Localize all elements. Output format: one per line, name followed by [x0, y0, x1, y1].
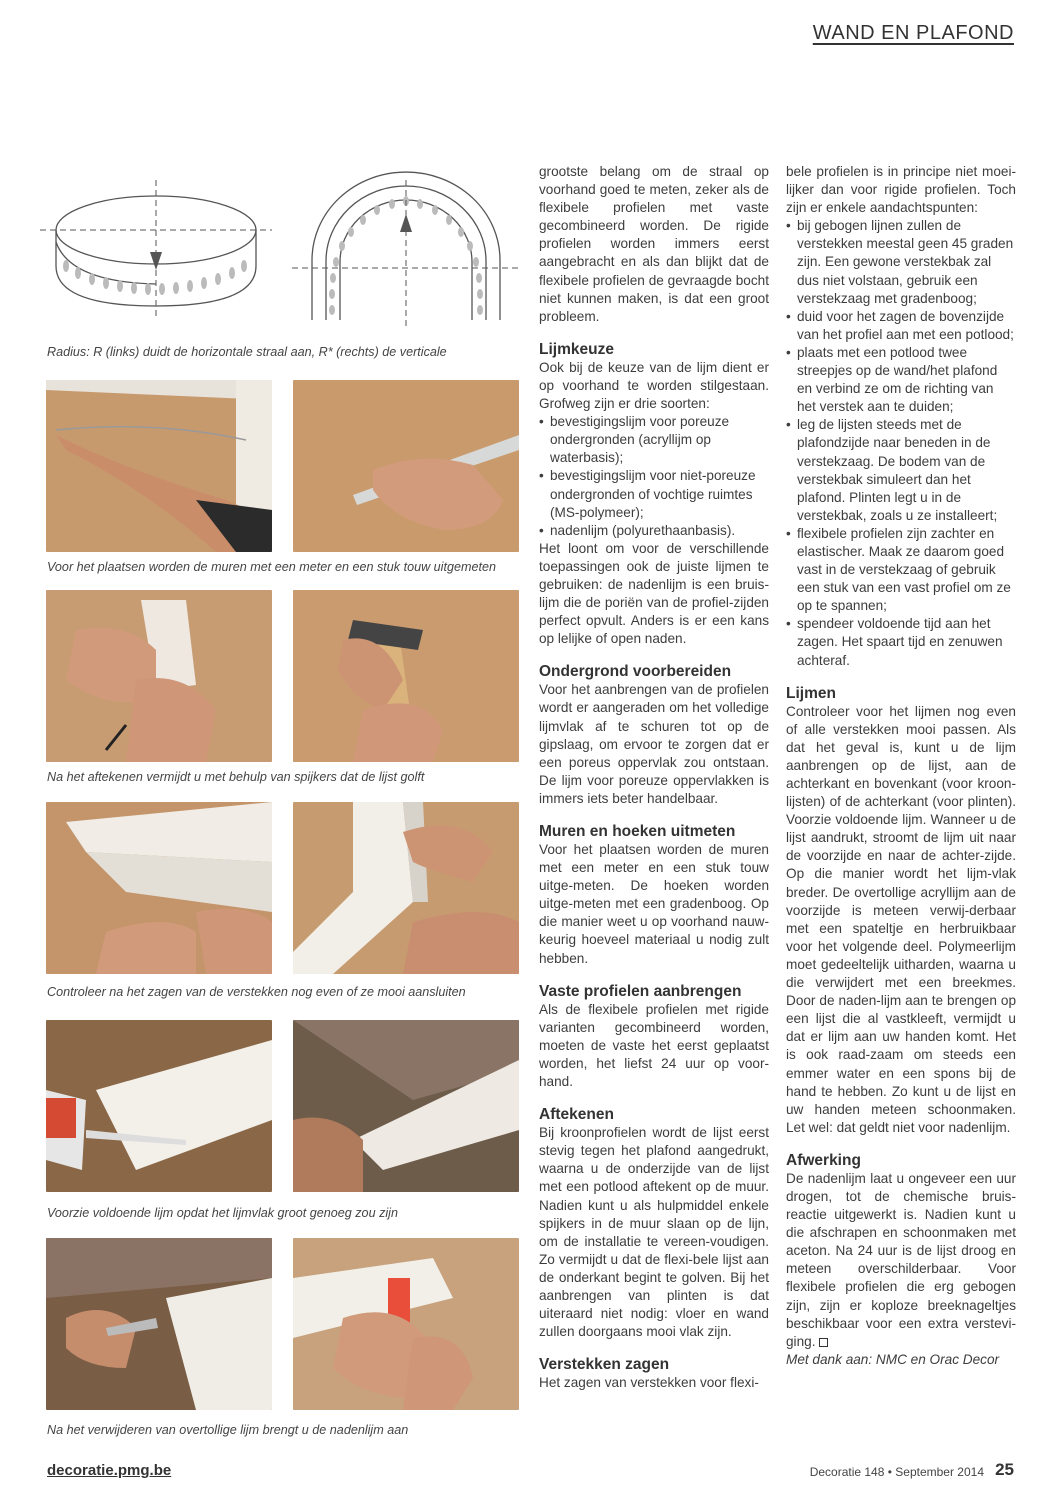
photo-applying-seam-glue	[293, 1238, 519, 1410]
paragraph-intro-2: bele profielen is in principe niet moei-lijker dan voor rigide profielen. Toch zijn er enkele aandachtspunten:	[786, 164, 1016, 216]
heading-ondergrond: Ondergrond voorbereiden	[539, 663, 732, 681]
photo-caption-3: Controleer na het zagen van de verstekken nog even of ze mooi aansluiten	[47, 985, 466, 999]
diagram-caption: Radius: R (links) duidt de horizontale straal aan, R* (rechts) de verticale	[47, 345, 447, 359]
credits: Met dank aan: NMC en Orac Decor	[786, 1351, 1000, 1367]
photo-applying-glue	[46, 1020, 272, 1192]
text-column-2	[786, 163, 1016, 1369]
photo-measuring-wall	[46, 380, 272, 552]
radius-diagram	[40, 170, 520, 350]
footer-url[interactable]: decoratie.pmg.be	[47, 1462, 172, 1479]
photo-caption-4: Voorzie voldoende lijm opdat het lijmvlak groot genoeg zou zijn	[47, 1206, 398, 1220]
paragraph-aftekenen: Bij kroonprofielen wordt de lijst eerst stevig tegen het plafond aangedrukt, waarna u de onderzijde van de lijst met een potlood aftekent op de muur. Nadien kunt u als hulpmiddel enkele spijkers in de muur slaan op de lijn, om de installatie te vereen-voudigen. Zo vermijdt u dat de flexi-bele lijst aan de onderkant begint te golven. Bij het aanbrengen van plinten is dat uiteraard niet nodig: vloer en wand zullen doorgaans mooi vlak zijn.	[539, 1125, 769, 1340]
photo-marking-profile	[46, 590, 272, 762]
list-item: • flexibele profielen zijn zachter en elastischer. Maak ze daarom goed vast in de verstekzaag of gebruik een stuk van een vast profiel om ze op te spannen;	[786, 525, 1016, 615]
afwerking-text: De nadenlijm laat u ongeveer een uur drogen, tot de chemische bruis-reactie uitgewerkt is. Nadien kunt u die afschrapen en schoonmaken met aceton. Na 24 uur is de lijst droog en meteen overschilderbaar. Voor flexibele profielen die erg gebogen zijn, zijn er koploze breeknageltjes beschikbaar voor een extra verstevi-ging.	[786, 1170, 1016, 1349]
end-mark-icon	[819, 1338, 828, 1347]
tips-list	[786, 217, 1016, 669]
list-item: • bij gebogen lijnen zullen de verstekken meestal geen 45 graden zijn. Een gewone verstekbak zal dus niet volstaan, gebruik een verstekzaag met gradenboog;	[786, 217, 1016, 307]
heading-vaste: Vaste profielen aanbrengen	[539, 982, 742, 1000]
paragraph-vaste: Als de flexibele profielen met rigide varianten gecombineerd worden, moeten de vaste het eerst geplaatst worden, het liefst 24 uur op voor-hand.	[539, 1001, 769, 1090]
paragraph-muren: Voor het plaatsen worden de muren met een meter en een stuk touw uitge-meten. De hoeken worden uitge-meten met een gradenboog. Op die manier weet u op voorhand nauw-keurig hoeveel materiaal u nodig zult hebben.	[539, 842, 769, 966]
photo-ruler-measuring	[293, 380, 519, 552]
photo-scraping-glue	[46, 1238, 272, 1410]
list-item: • nadenlijm (polyurethaanbasis).	[539, 522, 769, 540]
list-item: • leg de lijsten steeds met de plafondzijde naar beneden in de verstekzaag. De bodem van de verstekbak simuleert dan het plafond. Plinten legt u in de verstekbak, zoals u ze installeert;	[786, 416, 1016, 525]
list-item: • plaats met een potlood twee streepjes op de wand/het plafond en verbind ze om de richting van het verstek aan te duiden;	[786, 344, 1016, 416]
list-item: • spendeer voldoende tijd aan het zagen. Het spaart tijd en zenuwen achteraf.	[786, 615, 1016, 669]
photo-checking-miter	[46, 802, 272, 974]
list-item: • bevestigingslijm voor poreuze ondergronden (acryllijm op waterbasis);	[539, 413, 769, 467]
paragraph-verstekken: Het zagen van verstekken voor flexi-	[539, 1375, 759, 1391]
text-column-1	[539, 163, 769, 1392]
heading-lijmkeuze: Lijmkeuze	[539, 340, 614, 358]
paragraph-lijmkeuze: Ook bij de keuze van de lijm dient er op voorhand te worden stilgestaan. Grofweg zijn er drie soorten:	[539, 359, 769, 412]
list-item: • duid voor het zagen de bovenzijde van het profiel aan met een potlood;	[786, 308, 1016, 344]
photo-caption-5: Na het verwijderen van overtollige lijm brengt u de nadenlijm aan	[47, 1423, 409, 1437]
photo-pressing-profile	[293, 1020, 519, 1192]
heading-verstekken: Verstekken zagen	[539, 1356, 670, 1374]
heading-muren: Muren en hoeken uitmeten	[539, 823, 736, 840]
photo-caption-2: Na het aftekenen vermijdt u met behulp van spijkers dat de lijst golft	[47, 770, 425, 784]
list-item: • bevestigingslijm voor niet-poreuze ondergronden of vochtige ruimtes (MS-polymeer);	[539, 467, 769, 521]
page-number: 25	[995, 1460, 1014, 1479]
heading-afwerking: Afwerking	[786, 1151, 861, 1169]
heading-lijmen: Lijmen	[786, 684, 836, 702]
photo-caption-1: Voor het plaatsen worden de muren met een meter en een stuk touw uitgemeten	[47, 560, 496, 574]
footer-issue: Decoratie 148 • September 2014	[809, 1465, 984, 1479]
photo-corner-profile	[293, 802, 519, 974]
photo-hammering-nails	[293, 590, 519, 762]
section-header: WAND EN PLAFOND	[812, 22, 1014, 44]
paragraph-intro: grootste belang om de straal op voorhand goed te meten, zeker als de flexibele profielen met vaste gecombineerd worden. De rigide profielen worden immers eerst aangebracht en als dan blijkt dat de flexibele profielen de gevraagde bocht niet kunnen maken, is dat een groot probleem.	[539, 164, 769, 324]
glue-types-list	[539, 413, 769, 540]
paragraph-ondergrond: Voor het aanbrengen van de profielen wordt er aangeraden om het volledige lijmvlak af te schuren tot op de gipslaag, om ervoor te zorgen dat er een poreus oppervlak zou ontstaan. De lijm voor poreuze oppervlakken is immers iets beter handelbaar.	[539, 682, 769, 806]
heading-aftekenen: Aftekenen	[539, 1106, 614, 1124]
paragraph-lijmen: Controleer voor het lijmen nog even of alle verstekken mooi passen. Als dat het geval is, kunt u de lijm aanbrengen op de lijst, aan de achterkant en bovenkant (voor kroon-lijsten) of de achterkant (voor plinten). Voorzie voldoende lijm. Wanneer u de lijst aandrukt, stroomt de lijm uit naar de voorzijde en naar de achter-zijde. Op die manier wordt het lijm-vlak breder. De overtollige acryllijm aan de voorzijde is meteen verwij-derbaar met een spateltje en herbruikbaar voor het volgende deel. Polymeerlijm moet gedeeltelijk uitharden, waarna u die verwijdert met een breekmes. Door de naden-lijm aan te brengen op een lijst die al vastkleeft, vermijdt u dat er lijm aan uw handen komt. Het is ook raad-zaam om steeds een emmer water en een spons bij de hand te hebben. Zo kunt u de lijst en uw handen meteen schoonmaken. Let wel: dat geldt niet voor nadenlijm.	[786, 703, 1016, 1135]
paragraph-afwerking	[786, 1170, 1016, 1351]
paragraph-lijmkeuze-2: Het loont om voor de verschillende toepassingen ook de juiste lijmen te gebruiken: de nadenlijm is een bruis-lijm die de poriën van de profiel-zijden perfect opvult. Anders is er een kans op lelijke of open naden.	[539, 540, 769, 647]
